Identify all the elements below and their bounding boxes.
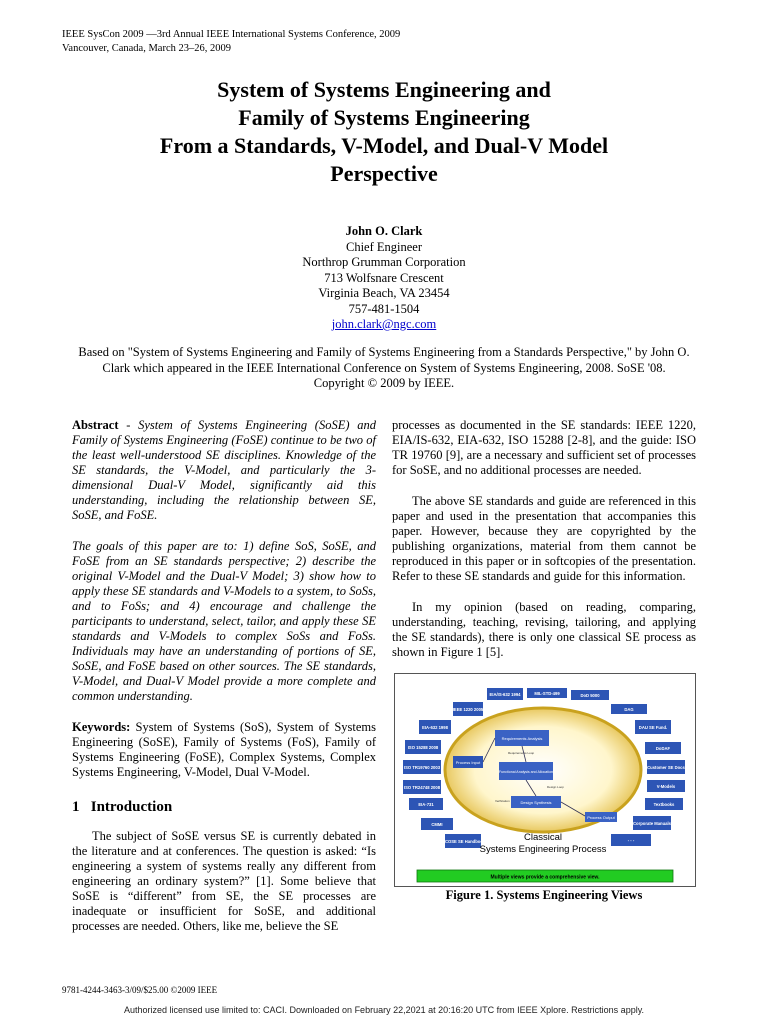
figure-caption: Figure 1. Systems Engineering Views <box>445 888 643 902</box>
keywords-text: System of Systems (SoS), System of Systems Engineering (SoSE), Family of Systems (FoS), Family of Systems Engineering (FoSE), Complex Systems, Complex Systems Engineering, V-Model, Dual V-Model. <box>72 720 376 779</box>
title-line1: System of Systems Engineering and <box>217 77 551 102</box>
section-heading <box>72 800 376 815</box>
abstract-label: Abstract <box>72 418 119 432</box>
box-isotr19760-label: ISO TR19760 2003 <box>403 765 441 770</box>
box-milstd499-label: MIL-STD-499 <box>534 691 560 696</box>
paper-title <box>0 76 768 188</box>
abstract-text: - System of Systems Engineering (SoSE) and Family of Systems Engineering (FoSE) continue to be two of the least well-understood SE disciplines. Knowledge of the SE standards, the V-Model, and particularly the 3-dimensional Dual-V Model, significantly aid this understanding, including the relationship between SE, SoSE, and FoSE. <box>72 418 376 522</box>
author-address1: 713 Wolfsnare Crescent <box>324 270 444 285</box>
box-ieee1220-label: IEEE 1220 2005 <box>452 707 484 712</box>
col2-paragraph3: In my opinion (based on reading, comparing, understanding, teaching, revising, tailoring, and applying the SE standards), there is only one classical SE process as shown in Figure 1 [5]. <box>392 600 696 659</box>
box-corporate-label: Corporate Manuals <box>633 821 671 826</box>
right-column <box>392 418 696 676</box>
keywords-label: Keywords: <box>72 720 131 734</box>
box-dag-label: DAG <box>624 707 634 712</box>
req-loop-label: Requirements Loop <box>508 751 535 755</box>
box-eia731-label: EIA-731 <box>418 802 434 807</box>
req-analysis-label: Requirements Analysis <box>501 736 543 741</box>
abstract-paragraph <box>72 418 376 523</box>
title-line3: From a Standards, V-Model, and Dual-V Model <box>159 133 609 158</box>
author-org: Northrop Grumman Corporation <box>302 255 466 269</box>
col2-paragraph2: The above SE standards and guide are referenced in this paper and used in the presentation that accompanies this paper. However, because they are copyrighted by the publishing organizations, material from them cannot be reproduced in this paper or in softcopies of the presentation. Refer to these SE standards and guide for this information. <box>392 494 696 583</box>
design-loop-label: Design Loop <box>547 785 564 789</box>
box-eia632-1994-label: EIA/IS-632 1994 <box>489 692 521 697</box>
process-output-label: Process Output <box>587 815 615 820</box>
design-synthesis-label: Design Synthesis <box>520 800 552 805</box>
keywords-paragraph <box>72 720 376 780</box>
author-position: Chief Engineer <box>345 239 422 254</box>
box-textbooks-label: Textbooks <box>653 802 675 807</box>
box-dodaf-label: DoDAF <box>655 746 671 751</box>
box-isotr24748-label: ISO TR24748 2008 <box>403 785 441 790</box>
figure-1-diagram <box>395 674 695 886</box>
isbn-footer: 9781-4244-3463-3/09/$25.00 ©2009 IEEE <box>62 985 218 995</box>
author-email-link[interactable]: john.clark@ngc.com <box>331 317 437 331</box>
col2-paragraph1: processes as documented in the SE standards: IEEE 1220, EIA/IS-632, EIA-632, ISO 15288 [2-8], and the guide: ISO TR 19760 [9], are a necessary and sufficient set of processes for SoSE, and no additional processes are needed. <box>392 418 696 477</box>
abstract-goals: The goals of this paper are to: 1) define SoS, SoSE, and FoSE from an SE standards perspective; 2) describe the original V-Model and the Dual-V Model; 3) show how to apply these SE standards and V-Models to a system, to SoSs, and to FoSs; and 4) encourage and challenge the participants to understand, select, tailor, and apply these SE standards and V-Models to complex SoSs and FoSs. Individuals may have an understanding of portions of SE, SoSE, and FoSE based on other sources. The SE standards, V-Model, and Dual-V Model provide a more complete and common understanding. <box>72 539 376 703</box>
section-number: 1 <box>72 799 80 815</box>
verification-label: Verification <box>495 799 510 803</box>
figure-center-line2: Systems Engineering Process <box>479 844 607 855</box>
left-column <box>72 418 376 950</box>
conference-header-line2: Vancouver, Canada, March 23–26, 2009 <box>62 43 231 54</box>
box-dau-label: DAU SE Fund. <box>638 725 668 730</box>
author-block <box>0 224 768 333</box>
box-cmmi-label: CMMI <box>431 822 443 827</box>
box-customer-label: Customer SE Docs <box>647 765 685 770</box>
figure-1 <box>394 673 696 887</box>
title-line4: Perspective <box>330 161 438 186</box>
author-address2: Virginia Beach, VA 23454 <box>318 286 450 300</box>
box-eia632-1998-label: EIA-632 1998 <box>422 725 448 730</box>
conference-header-line1: IEEE SysCon 2009 —3rd Annual IEEE International Systems Conference, 2009 <box>62 29 401 40</box>
box-dod5000-label: DoD 5000 <box>580 693 600 698</box>
title-line2: Family of Systems Engineering <box>238 105 530 130</box>
conference-header <box>62 28 400 56</box>
func-analysis-label: Functional Analysis and Allocation <box>498 770 554 774</box>
figure-banner-text: Multiple views provide a comprehensive view. <box>490 874 600 881</box>
intro-paragraph: The subject of SoSE versus SE is currently debated in the literature and at conferences. The question is asked: “Is engineering a system of systems really any different from engineering an ordinary system?” [1]. Some believe that SoSE is “different” from SE, the SE processes are inadequate or insufficient for SoSE, and additional processes are needed. Others, like me, believe the SE <box>72 829 376 933</box>
box-iso15288-label: ISO 15288 2008 <box>407 745 439 750</box>
based-on-note: Based on "System of Systems Engineering and Family of Systems Engineering from a Standards Perspective," by John O. Clark which appeared in the IEEE International Conference on System of Systems Engineering, 2008. SoSE '08. Copyright © 2009 by IEEE. <box>78 345 690 390</box>
authorized-use-notice: Authorized licensed use limited to: CACI. Downloaded on February 22,2021 at 20:16:20 UTC from IEEE Xplore. Restrictions apply. <box>123 1005 645 1015</box>
box-vmodels-label: V-Models <box>656 784 676 789</box>
figure-center-line1: Classical <box>523 832 563 843</box>
box-more-label: - - - <box>627 838 635 843</box>
author-phone: 757-481-1504 <box>348 301 420 316</box>
process-input-label: Process Input <box>455 760 481 765</box>
section-title: Introduction <box>90 799 173 815</box>
box-incose-label: INCOSE SE Handbook <box>440 839 486 844</box>
author-name: John O. Clark <box>345 224 423 238</box>
